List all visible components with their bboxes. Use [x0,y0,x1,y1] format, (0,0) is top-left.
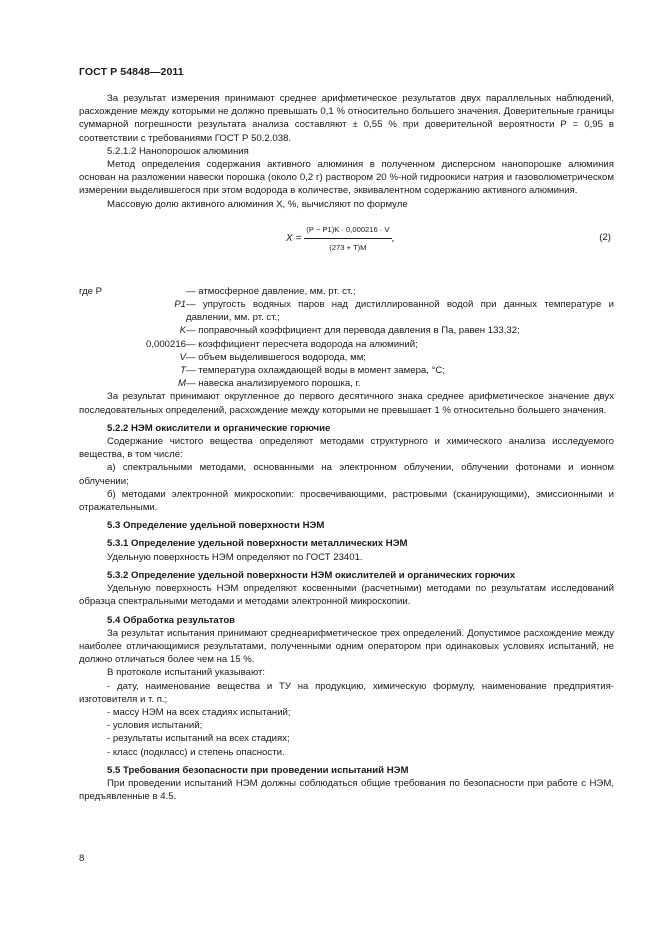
paragraph: Массовую долю активного алюминия X, %, вычисляют по формуле [107,198,408,210]
definition-symbol: T [180,365,186,377]
definition-row [79,338,614,351]
page-content [79,92,614,803]
formula-tail: , [391,232,395,244]
formula-block [79,215,614,265]
paragraph: За результат принимают округленное до первого десятичного знака среднее арифметическое значение двух последовательных определений, расхождение между которыми не превышает 1 % относительно большего значения. [79,391,614,416]
definition-row [79,298,614,324]
paragraph: Содержание чистого вещества определяют методами структурного и химического анализа исследуемого вещества, в том числе: [79,436,614,461]
list-item: - дату, наименование вещества и ТУ на продукцию, химическую формулу, наименование предприятия-изготовителя и т. п.; [79,680,614,705]
list-item: - условия испытаний; [107,720,203,732]
definition-row [79,285,614,298]
definition-row [79,324,614,337]
document-header: ГОСТ Р 54848—2011 [79,66,184,78]
definition-symbol: 0,000216 [145,338,186,350]
formula [286,223,394,254]
definition-text: — коэффициент пересчета водорода на алюминий; [186,338,418,350]
list-item: б) методами электронной микроскопии: просвечивающими, растровыми (сканирующими), эмиссионными и отражательными. [79,488,614,514]
definition-text: — объем выделившегося водорода, мм; [186,351,366,363]
formula-fraction [304,223,391,254]
definition-text: — температура охлаждающей воды в момент замера, °С; [186,365,445,377]
paragraph: За результат испытания принимают среднеарифметическое трех определений. Допустимое расхождение между наиболее отличающимися результатами, полученными одним оператором при одинаковых условиях испытаний, не должно отличаться более чем на 15 %. [79,627,614,666]
definition-row [79,351,614,364]
definition-symbol: V [179,351,186,363]
variable-definitions [79,285,614,391]
definition-symbol: M [178,378,186,390]
definition-text: — атмосферное давление, мм. рт. ст.; [186,285,356,297]
paragraph: Удельную поверхность НЭМ определяют косвенными (расчетными) методами по результатам исследований образца спектральными методами и методами электронной микроскопии. [79,583,614,608]
definition-text: — навеска анализируемого порошка, г. [186,378,361,390]
section-heading: 5.3.2 Определение удельной поверхности НЭМ окислителей и органических горючих [107,569,516,581]
paragraph: Удельную поверхность НЭМ определяют по ГОСТ 23401. [107,551,363,563]
list-item: а) спектральными методами, основанными на электронном облучении, облучении фотонами и ионном облучении; [79,462,614,487]
definition-symbol: P1 [174,299,186,311]
list-item: - класс (подкласс) и степень опасности. [107,746,285,758]
formula-denominator: (273 + T)M [329,243,367,253]
definition-text: — упругость водяных паров над дистиллированной водой при данных температуре и давлении, мм. рт. ст.; [186,299,614,324]
formula-numerator: (P − P1)K · 0,000216 · V [304,223,391,239]
section-heading: 5.2.2 НЭМ окислители и органические горючие [107,422,331,434]
section-heading: 5.5 Требования безопасности при проведении испытаний НЭМ [107,764,409,776]
section-heading: 5.3 Определение удельной поверхности НЭМ [107,520,325,532]
paragraph: В протоколе испытаний указывают: [107,667,266,679]
list-item: - массу НЭМ на всех стадиях испытаний; [107,706,291,718]
definition-symbol: K [179,325,186,337]
page-number: 8 [79,853,85,864]
definition-row [79,364,614,377]
formula-lhs: X = [286,232,302,244]
paragraph: При проведении испытаний НЭМ должны соблюдаться общие требования по безопасности при работе с НЭМ, предъявленные в 4.5. [79,777,614,803]
definition-row [79,377,614,390]
paragraph: Метод определения содержания активного алюминия в полученном дисперсном нанопорошке алюминия основан на разложении навески порошка (около 0,2 г) раствором 20 %-ной гидроокиси натрия и газоволюметрическом измерении выделившегося при этом водорода в количестве, эквивалентном содержанию активного алюминия. [79,159,614,197]
paragraph: За результат измерения принимают среднее арифметическое результатов двух параллельных наблюдений, расхождение между которыми не должно превышать 0,1 % относительно большего значения. Доверительные границы суммарной погрешности результата анализа составляют ± 0,55 % при доверительной вероятности P = 0,95 в соответствии с требованиями ГОСТ Р 50.2.038. [79,93,614,144]
list-item: - результаты испытаний на всех стадиях; [107,733,290,745]
formula-number: (2) [599,231,611,243]
subsection-heading: 5.2.1.2 Нанопорошок алюминия [107,145,249,157]
section-heading: 5.3.1 Определение удельной поверхности металлических НЭМ [107,538,408,550]
definition-text: — поправочный коэффициент для перевода давления в Па, равен 133,32; [186,325,520,337]
definition-symbol: где P [79,285,103,297]
section-heading: 5.4 Обработка результатов [107,614,236,626]
